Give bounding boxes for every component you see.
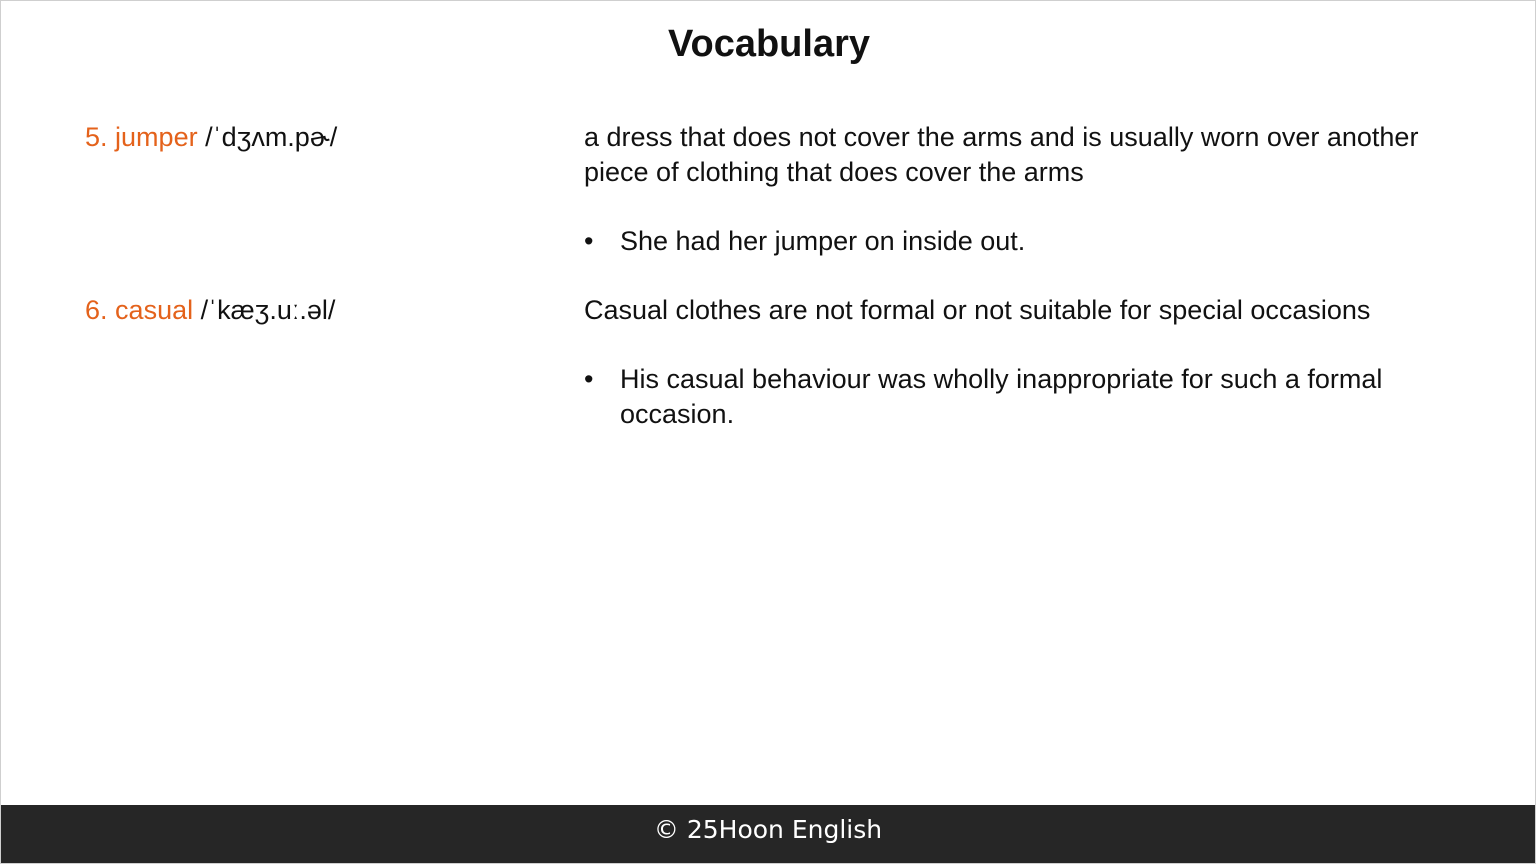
term-number: 5. [85, 122, 108, 152]
bullet-point: • [584, 364, 594, 394]
term-word: jumper [115, 122, 198, 152]
vocab-term-casual [85, 293, 335, 327]
term-number: 6. [85, 295, 108, 325]
example-sentence: She had her jumper on inside out. [620, 226, 1026, 256]
term-pronunciation: /ˈdʒʌm.pɚ/ [205, 122, 338, 152]
page-title: Vocabulary [667, 23, 871, 65]
example-sentence: His casual behaviour was wholly inappropriate for such a formal occasion. [620, 364, 1383, 429]
vocab-term-jumper [85, 120, 337, 154]
term-word: casual [115, 295, 194, 325]
definition-casual: Casual clothes are not formal or not suitable for special occasions [584, 295, 1371, 325]
example-jumper [584, 224, 1484, 259]
term-pronunciation: /ˈkæʒ.uː.əl/ [200, 295, 336, 325]
definition-jumper: a dress that does not cover the arms and is usually worn over another piece of clothing that does cover the arms [584, 122, 1419, 187]
copyright-footer: © 25Hoon English [1, 805, 1535, 863]
bullet-point: • [584, 226, 594, 256]
example-casual [584, 362, 1484, 431]
